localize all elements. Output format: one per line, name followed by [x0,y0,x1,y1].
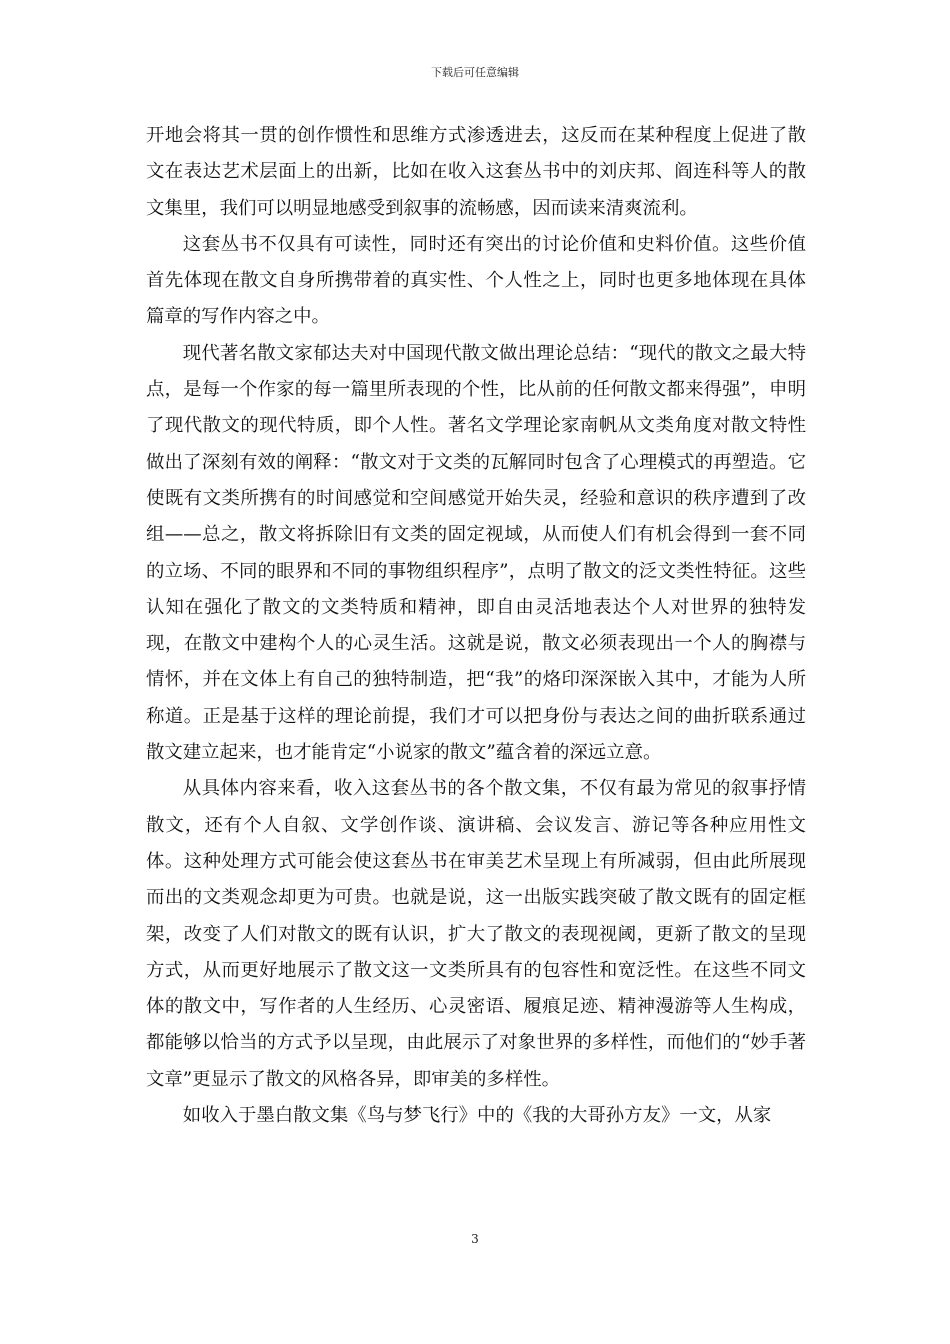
page-number: 3 [471,1232,479,1246]
paragraph-continuation: 开地会将其一贯的创作惯性和思维方式渗透进去，这反而在某种程度上促进了散文在表达艺术层面上的出新，比如在收入这套丛书中的刘庆邦、阎连科等人的散文集里，我们可以明显地感受到叙事的流畅感，因而读来清爽流利。 [146,125,806,219]
paragraph: 从具体内容来看，收入这套丛书的各个散文集，不仅有最为常见的叙事抒情散文，还有个人自叙、文学创作谈、演讲稿、会议发言、游记等各种应用性文体。这种处理方式可能会使这套丛书在审美艺术呈现上有所减弱，但由此所展现而出的文类观念却更为可贵。也就是说，这一出版实践突破了散文既有的固定框架，改变了人们对散文的既有认识，扩大了散文的表现视阈，更新了散文的呈现方式，从而更好地展示了散文这一文类所具有的包容性和宽泛性。在这些不同文体的散文中，写作者的人生经历、心灵密语、履痕足迹、精神漫游等人生构成，都能够以恰当的方式予以呈现，由此展示了对象世界的多样性，而他们的“妙手著文章”更显示了散文的风格各异，即审美的多样性。 [146,778,806,1090]
paragraph: 如收入于墨白散文集《鸟与梦飞行》中的《我的大哥孙方友》一文，从家 [182,1105,772,1127]
paragraph: 这套丛书不仅具有可读性，同时还有突出的讨论价值和史料价值。这些价值首先体现在散文自身所携带着的真实性、个人性之上，同时也更多地体现在具体篇章的写作内容之中。 [146,233,806,328]
page-header: 下载后可任意编辑 [431,66,519,79]
document-body [146,118,806,1134]
paragraph: 现代著名散文家郁达夫对中国现代散文做出理论总结：“现代的散文之最大特点，是每一个作家的每一篇里所表现的个性，比从前的任何散文都来得强”，申明了现代散文的现代特质，即个人性。著名文学理论家南帆从文类角度对散文特性做出了深刻有效的阐释：“散文对于文类的瓦解同时包含了心理模式的再塑造。它使既有文类所携有的时间感觉和空间感觉开始失灵，经验和意识的秩序遭到了改组——总之，散文将拆除旧有文类的固定视域，从而使人们有机会得到一套不同的立场、不同的眼界和不同的事物组织程序”，点明了散文的泛文类性特征。这些认知在强化了散文的文类特质和精神，即自由灵活地表达个人对世界的独特发现，在散文中建构个人的心灵生活。这就是说，散文必须表现出一个人的胸襟与情怀，并在文体上有自己的独特制造，把“我”的烙印深深嵌入其中，才能为人所称道。正是基于这样的理论前提，我们才可以把身份与表达之间的曲折联系通过散文建立起来，也才能肯定“小说家的散文”蕴含着的深远立意。 [146,342,806,764]
